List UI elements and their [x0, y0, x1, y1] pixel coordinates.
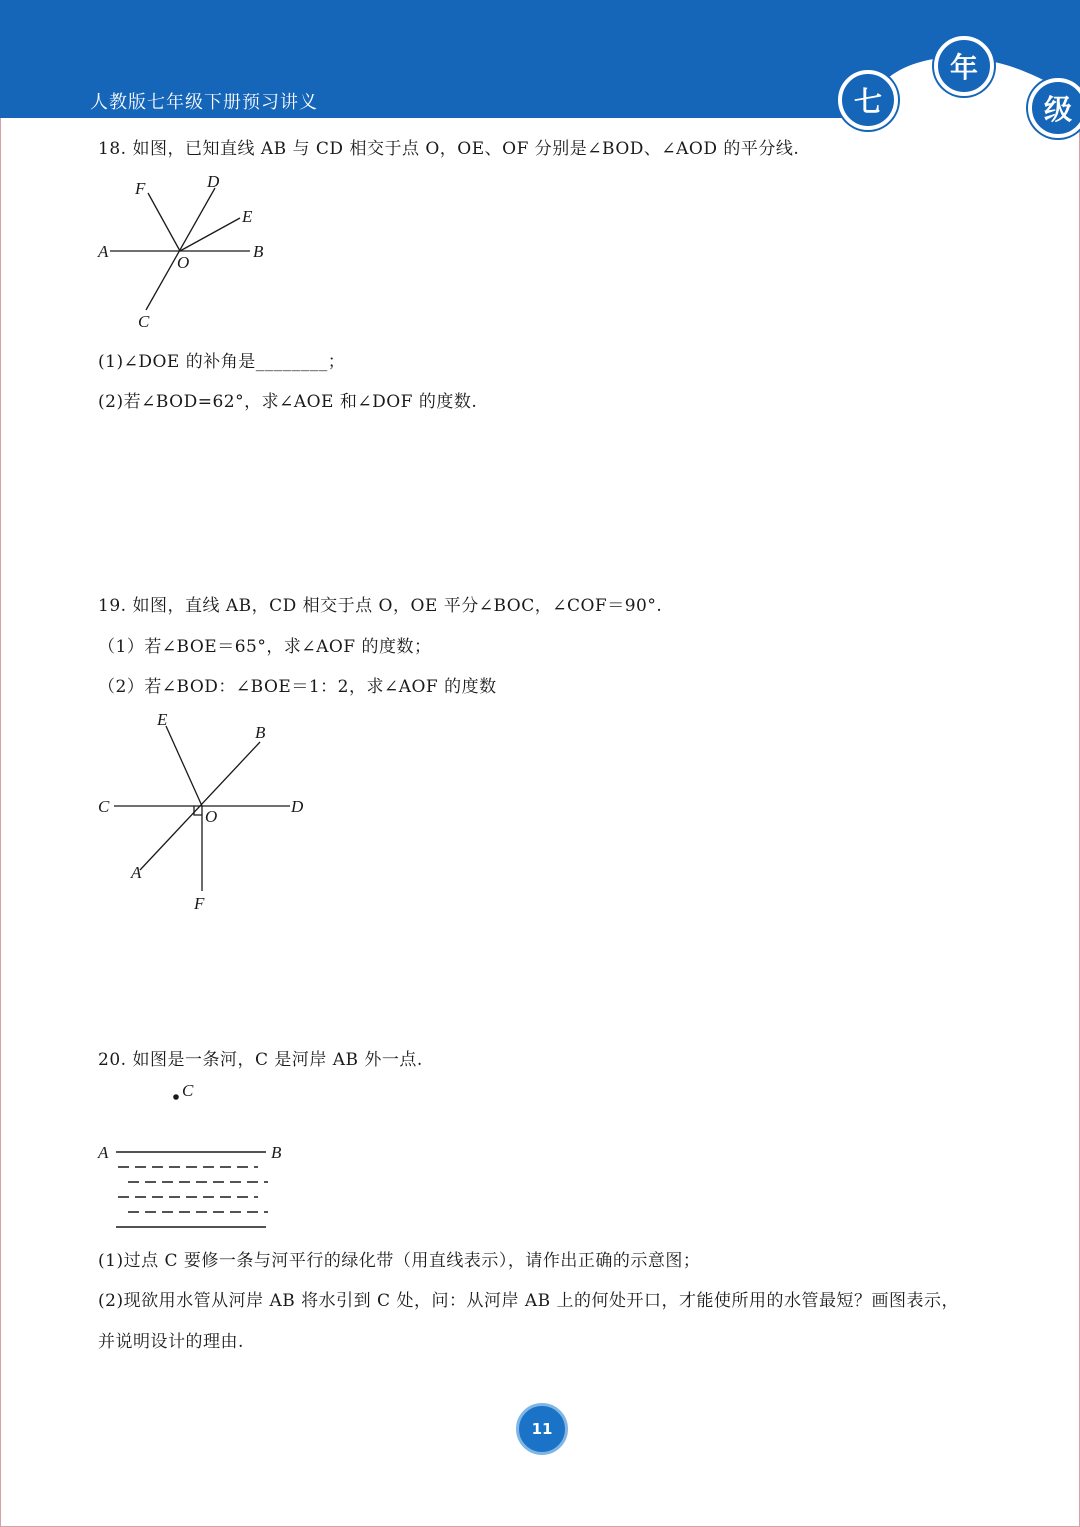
q20-stem: 20. 如图是一条河，C 是河岸 AB 外一点.	[98, 1050, 423, 1070]
q18-part1: (1)∠DOE 的补角是________；	[98, 352, 346, 372]
q20-figure	[90, 1075, 300, 1239]
q18-ray-of	[148, 193, 180, 251]
q20-label-a: A	[98, 1143, 109, 1162]
q18-line-cd	[146, 188, 215, 310]
grade-badge-qi: 七	[838, 70, 898, 130]
q18-label-b: B	[253, 242, 264, 261]
q20-point-c	[173, 1094, 179, 1100]
q19-ray-oe	[166, 726, 202, 806]
q19-label-a: A	[131, 863, 142, 882]
q18-stem: 18. 如图，已知直线 AB 与 CD 相交于点 O，OE、OF 分别是∠BOD、∠AOD 的平分线.	[98, 139, 800, 159]
q20-label-b: B	[271, 1143, 282, 1162]
q19-label-o: O	[205, 807, 218, 826]
q19-part1: （1）若∠BOE＝65°，求∠AOF 的度数；	[98, 637, 432, 657]
q20-label-c: C	[182, 1081, 194, 1100]
q18-figure	[90, 168, 280, 342]
q20-part1: (1)过点 C 要修一条与河平行的绿化带（用直线表示），请作出正确的示意图；	[98, 1251, 701, 1271]
q18-label-f: F	[135, 179, 146, 198]
grade-badge-nian: 年	[934, 36, 994, 96]
q19-label-c: C	[98, 797, 110, 816]
q18-label-c: C	[138, 312, 150, 331]
q18-label-o: O	[177, 253, 190, 272]
q19-part2: （2）若∠BOD：∠BOE＝1：2，求∠AOF 的度数	[98, 677, 497, 697]
q19-figure	[90, 705, 320, 919]
header-title: 人教版七年级下册预习讲义	[90, 92, 318, 113]
q20-part2-line2: 并说明设计的理由.	[98, 1332, 244, 1352]
q19-label-b: B	[255, 723, 266, 742]
q18-label-e: E	[242, 207, 253, 226]
page-number: 11	[516, 1403, 568, 1455]
q18-part2: (2)若∠BOD=62°，求∠AOE 和∠DOF 的度数.	[98, 392, 478, 412]
q18-label-a: A	[98, 242, 109, 261]
q19-label-e: E	[157, 710, 168, 729]
q18-label-d: D	[207, 172, 220, 191]
grade-badge-ji: 级	[1028, 78, 1080, 138]
q20-part2-line1: (2)现欲用水管从河岸 AB 将水引到 C 处，问：从河岸 AB 上的何处开口，才能使所用的水管最短？画图表示，	[98, 1291, 960, 1311]
q19-stem: 19. 如图，直线 AB，CD 相交于点 O，OE 平分∠BOC，∠COF＝90°.	[98, 596, 663, 616]
q19-label-d: D	[291, 797, 304, 816]
q19-label-f: F	[194, 894, 205, 913]
